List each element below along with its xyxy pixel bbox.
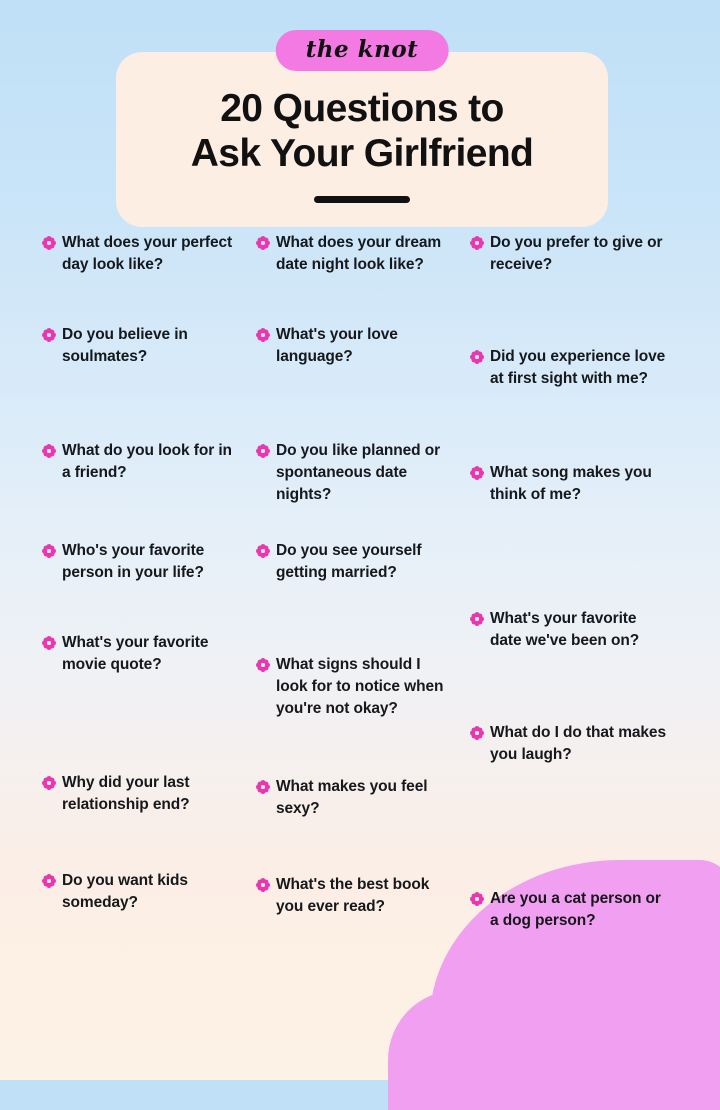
flower-icon [42, 776, 56, 790]
flower-icon [256, 544, 270, 558]
page-title-line-2: Ask Your Girlfriend [190, 132, 534, 176]
questions-column-2 [256, 232, 470, 958]
list-item [42, 772, 256, 816]
list-item [42, 870, 256, 914]
brand-pill [276, 30, 449, 71]
page-title [142, 86, 582, 176]
question-text: What song makes you think of me? [490, 464, 652, 503]
question-text: What's the best book you ever read? [276, 876, 430, 915]
question-text: Do you see yourself getting married? [276, 542, 422, 581]
question-text: Do you want kids someday? [62, 872, 188, 911]
list-item [470, 462, 682, 506]
list-item [256, 874, 470, 918]
list-item [42, 440, 256, 484]
question-text: Do you prefer to give or receive? [490, 234, 663, 273]
question-text: What does your dream date night look like? [276, 234, 442, 273]
flower-icon [42, 636, 56, 650]
question-text: Do you believe in soulmates? [62, 326, 188, 365]
flower-icon [256, 444, 270, 458]
question-text: Who's your favorite person in your life? [62, 542, 205, 581]
question-text: What's your love language? [276, 326, 398, 365]
list-item [470, 888, 682, 932]
list-item [256, 440, 470, 506]
flower-icon [256, 236, 270, 250]
flower-icon [256, 328, 270, 342]
list-item [470, 722, 682, 766]
questions-column-1 [42, 232, 256, 958]
flower-icon [256, 658, 270, 672]
flower-icon [42, 236, 56, 250]
questions-grid [42, 232, 682, 958]
header-card [116, 36, 608, 227]
list-item [256, 232, 470, 276]
flower-icon [470, 892, 484, 906]
flower-icon [42, 544, 56, 558]
question-text: What makes you feel sexy? [276, 778, 428, 817]
list-item [256, 776, 470, 820]
list-item [470, 346, 682, 390]
flower-icon [42, 874, 56, 888]
question-text: Are you a cat person or a dog person? [490, 890, 661, 929]
question-text: What's your favorite movie quote? [62, 634, 209, 673]
question-text: What's your favorite date we've been on? [490, 610, 640, 649]
question-text: Did you experience love at first sight with me? [490, 348, 666, 387]
flower-icon [470, 350, 484, 364]
list-item [470, 608, 682, 652]
flower-icon [256, 878, 270, 892]
flower-icon [42, 328, 56, 342]
page-title-line-1: 20 Questions to [220, 87, 504, 130]
question-text: What do I do that makes you laugh? [490, 724, 666, 763]
brand-name: the knot [305, 36, 419, 63]
question-text: What do you look for in a friend? [62, 442, 232, 481]
questions-column-3 [470, 232, 682, 958]
list-item [256, 654, 470, 720]
list-item [256, 540, 470, 584]
flower-icon [470, 236, 484, 250]
question-text: What signs should I look for to notice when you're not okay? [276, 656, 444, 717]
flower-icon [42, 444, 56, 458]
flower-icon [470, 466, 484, 480]
question-text: Do you like planned or spontaneous date nights? [276, 442, 441, 503]
flower-icon [470, 612, 484, 626]
question-text: What does your perfect day look like? [62, 234, 233, 273]
list-item [470, 232, 682, 276]
list-item [42, 324, 256, 368]
question-text: Why did your last relationship end? [62, 774, 190, 813]
title-divider [314, 196, 410, 203]
list-item [42, 540, 256, 584]
list-item [256, 324, 470, 368]
list-item [42, 232, 256, 276]
list-item [42, 632, 256, 676]
flower-icon [256, 780, 270, 794]
flower-icon [470, 726, 484, 740]
